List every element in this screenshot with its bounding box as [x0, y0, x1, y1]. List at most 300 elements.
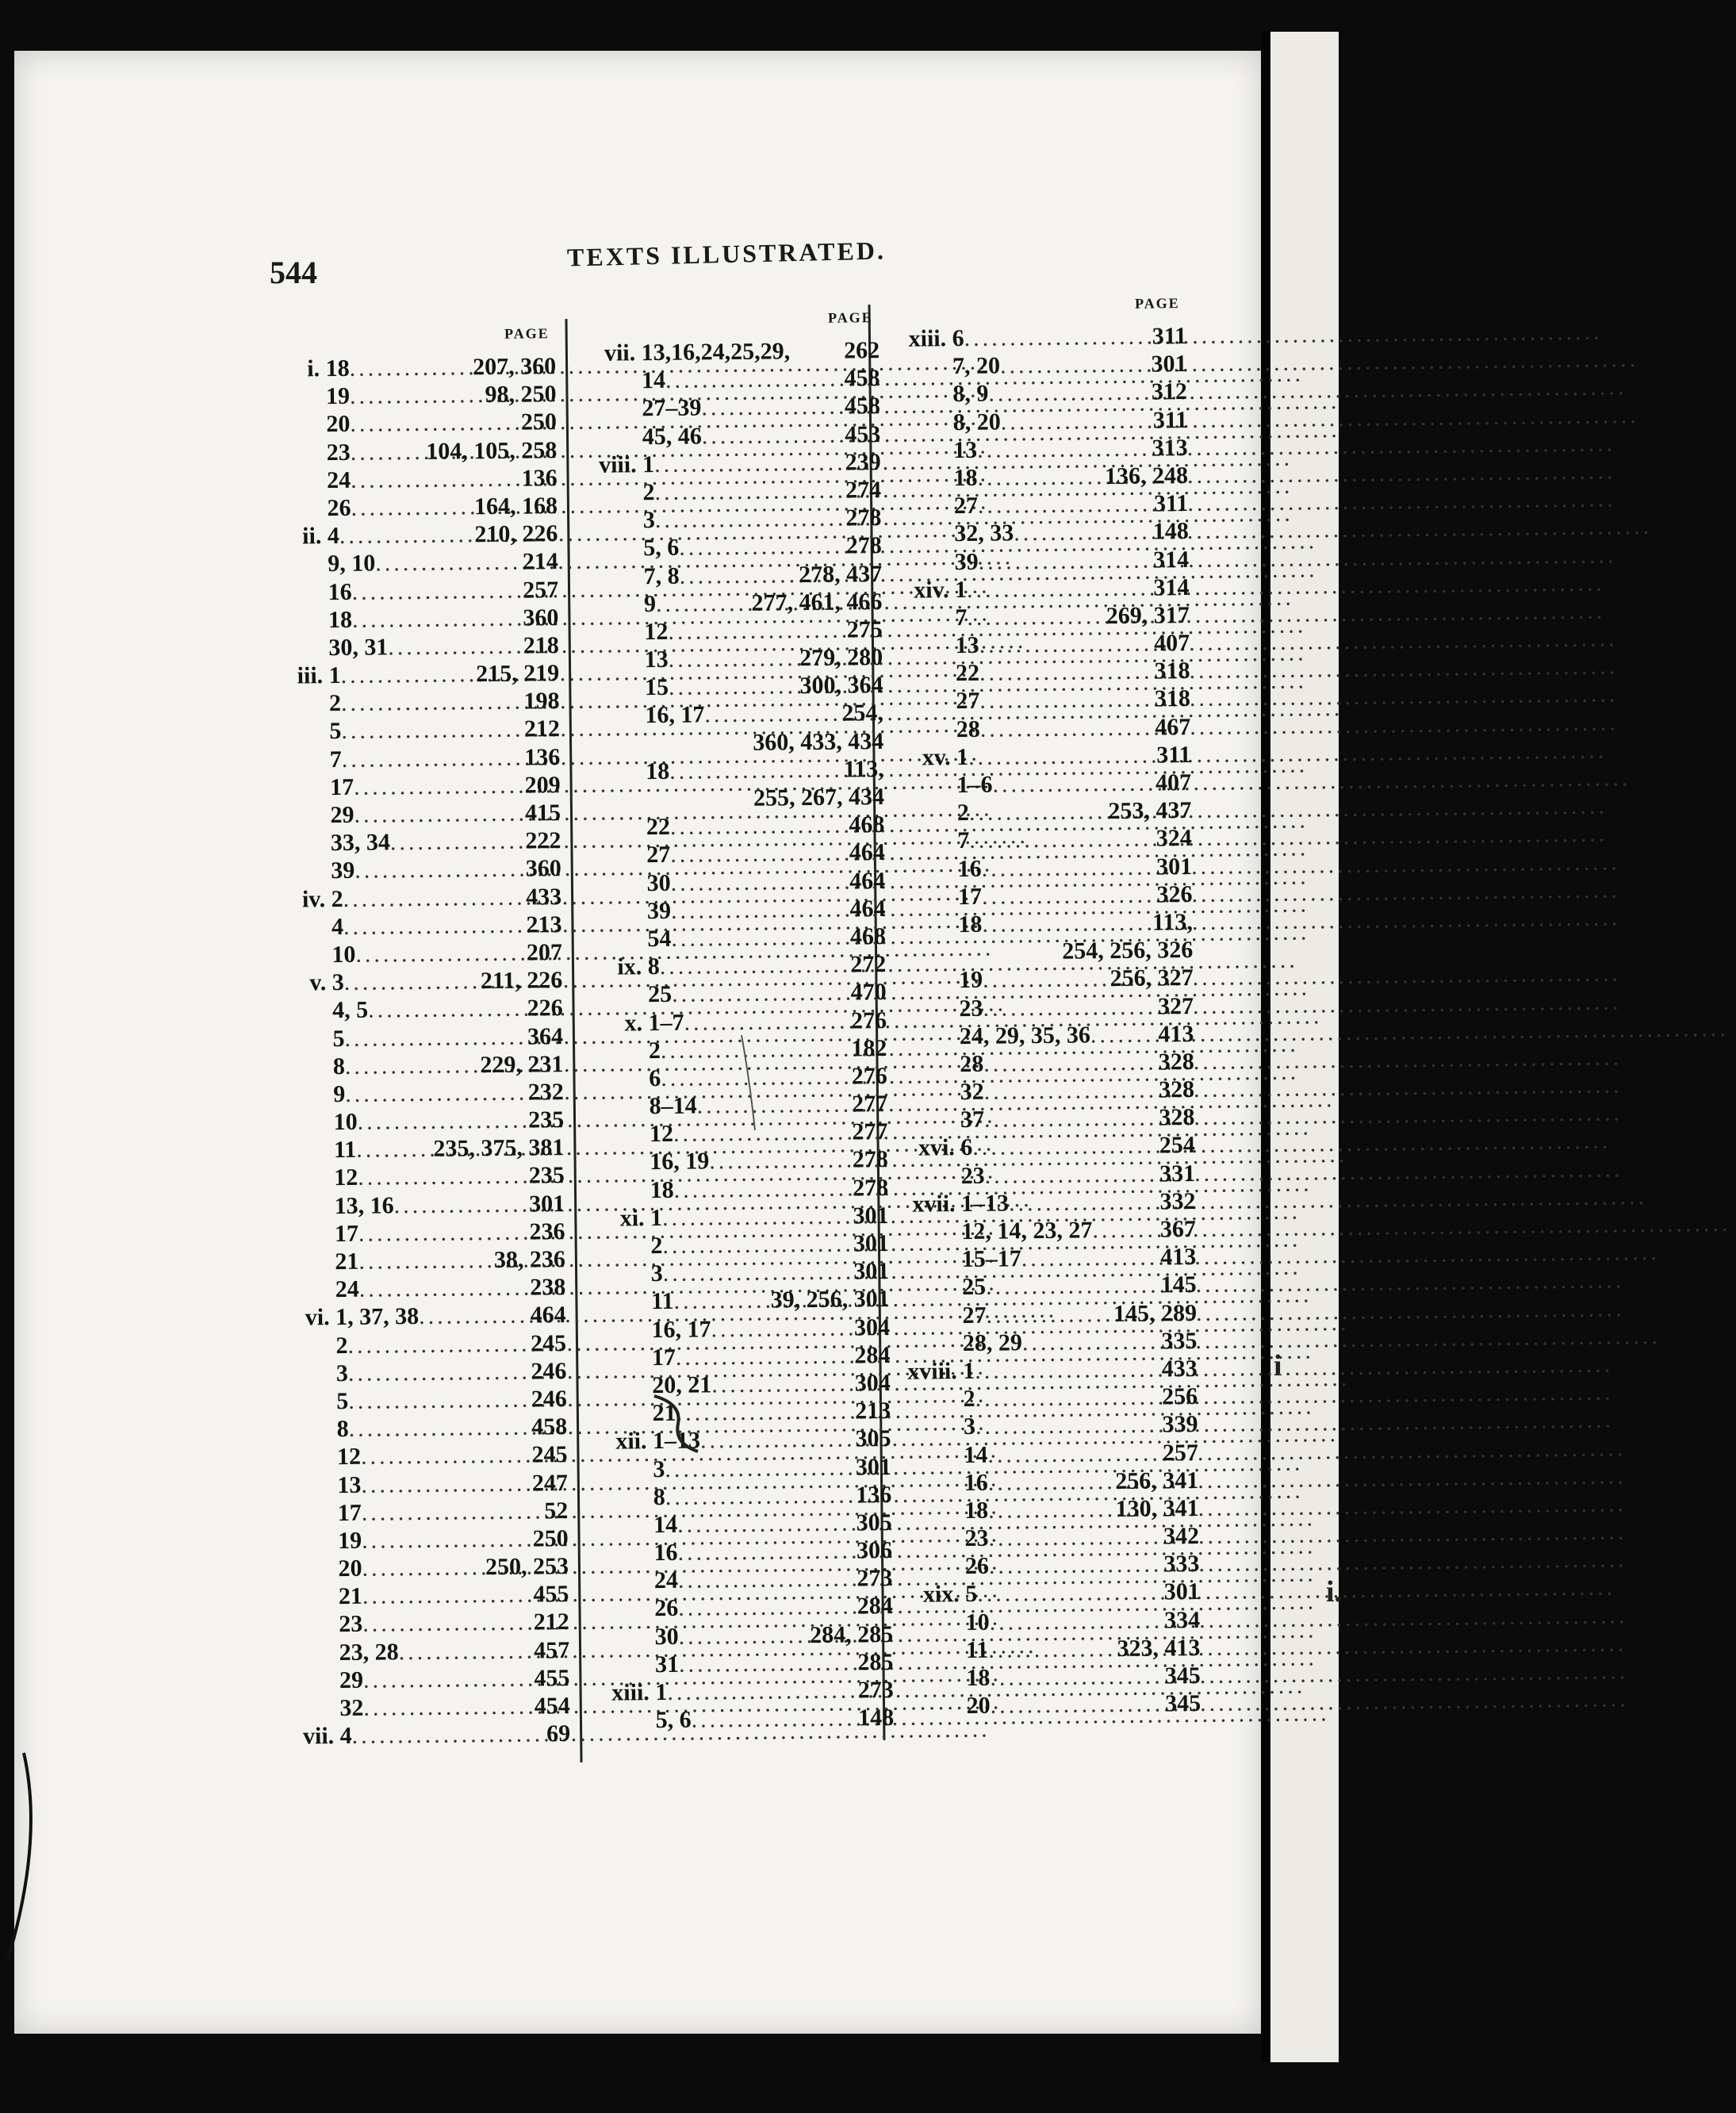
page-refs: 273: [857, 1676, 894, 1704]
page-refs: 301: [853, 1229, 890, 1257]
verse-ref: 16: [653, 1539, 678, 1567]
dot-leader: [701, 393, 845, 422]
dot-leader: [663, 1258, 854, 1288]
dot-leader: [344, 967, 481, 996]
page-refs: 458: [844, 393, 881, 420]
dot-leader: [975, 1355, 1162, 1385]
dot-leader: [700, 1425, 856, 1455]
index-entry: [263, 380, 556, 411]
chapter-label: [581, 556, 638, 557]
index-entry: [579, 420, 880, 451]
page-refs: 304: [854, 1369, 891, 1397]
verse-ref: 12: [336, 1444, 362, 1471]
dot-leader: [678, 1621, 810, 1651]
chapter-label: [882, 430, 947, 431]
verse-ref: 26: [654, 1595, 679, 1622]
index-entry: [893, 1467, 1198, 1498]
page-refs: 464: [530, 1302, 566, 1329]
chapter-label: [883, 542, 948, 543]
index-entry: [276, 1664, 569, 1695]
index-entry: [265, 576, 558, 607]
index-entry: [892, 1382, 1198, 1413]
index-entry: [274, 1469, 568, 1500]
page-number: 544: [270, 255, 317, 290]
chapter-label: [887, 876, 952, 877]
dot-leader: [662, 1229, 853, 1260]
verse-ref: 25: [962, 1274, 987, 1301]
index-entry: [888, 1020, 1194, 1051]
chapter-label: [891, 1323, 956, 1324]
page-refs: 276: [850, 1007, 887, 1033]
chapter-label: [584, 918, 642, 919]
verse-ref: 17: [957, 883, 983, 910]
page-refs: 305: [855, 1425, 891, 1452]
page-refs: 455: [534, 1664, 570, 1692]
chapter-label: [892, 1406, 957, 1407]
verse-ref: 2: [648, 1037, 661, 1064]
page-refs: 136, 248: [1104, 462, 1189, 490]
dot-leader: [351, 437, 427, 466]
verse-ref: 1–13: [960, 1190, 1010, 1217]
chapter-label: iv.: [301, 885, 326, 913]
index-entry: [884, 657, 1190, 688]
verse-ref: 16: [957, 855, 982, 882]
verse-ref: 1: [655, 1678, 668, 1706]
page-refs: 318: [1154, 685, 1191, 712]
index-entry: [276, 1608, 569, 1639]
chapter-label: [895, 1685, 960, 1686]
page-refs: 236: [529, 1218, 565, 1245]
index-entry: [273, 1301, 566, 1332]
chapter-label: [271, 1186, 328, 1187]
index-entry: [892, 1410, 1198, 1441]
page-refs: 304: [853, 1313, 891, 1341]
index-entry: [266, 743, 560, 774]
chapter-label: [884, 625, 949, 626]
chapter-label: [583, 779, 640, 780]
page-refs: 113,: [843, 755, 884, 783]
page-refs: 104, 105, 258: [426, 436, 558, 465]
chapter-label: xi.: [619, 1205, 645, 1232]
page-refs: 235, 375, 381: [433, 1134, 565, 1163]
verse-ref: 12: [334, 1164, 358, 1191]
page-refs: 367: [1159, 1215, 1197, 1243]
page-refs: 52: [544, 1497, 569, 1524]
dot-leader: [345, 1051, 481, 1080]
dot-leader: [668, 615, 847, 646]
verse-ref: 26: [327, 494, 351, 522]
page-refs: 246: [531, 1357, 567, 1385]
index-column-2: [578, 309, 895, 1735]
chapter-label: [274, 1381, 331, 1382]
dot-leader: [1021, 1244, 1161, 1273]
verse-ref: 16, 19: [650, 1148, 710, 1175]
dot-leader: [977, 434, 1152, 464]
page-refs: 148: [858, 1705, 895, 1731]
index-entry: [592, 1592, 893, 1623]
page-refs: 226: [527, 995, 563, 1022]
chapter-label: [894, 1546, 959, 1547]
verse-ref: 5, 6: [643, 535, 680, 562]
verse-ref: 15: [644, 674, 669, 701]
dot-leader: [388, 631, 523, 661]
dot-leader: [672, 979, 851, 1009]
chapter-label: [887, 904, 952, 905]
index-entry: [589, 1425, 891, 1455]
index-entry: [885, 685, 1190, 715]
facing-page-fragment: i.: [1326, 1575, 1343, 1609]
dot-leader: [679, 561, 799, 590]
page-refs: 272: [850, 951, 887, 978]
verse-ref: 2: [642, 478, 655, 506]
index-entry: [263, 436, 557, 467]
page-refs: 213: [526, 911, 562, 938]
chapter-label: xvii.: [912, 1190, 956, 1218]
index-entry: [890, 1131, 1195, 1162]
index-entry: [893, 1438, 1198, 1469]
index-entry: [273, 1329, 566, 1360]
index-entry: [265, 547, 558, 578]
verse-ref: 6: [952, 324, 964, 352]
index-entry: [887, 824, 1192, 855]
facing-page-fragment: i: [1274, 1349, 1282, 1382]
page-refs: 458: [531, 1413, 568, 1440]
verse-ref: 1: [963, 1357, 975, 1384]
page-refs: 277: [852, 1118, 888, 1145]
dot-leader: [341, 715, 524, 746]
verse-ref: 32, 33: [954, 520, 1014, 547]
chapter-label: [275, 1576, 332, 1577]
index-entry: [893, 1494, 1198, 1525]
page-refs: 277, 461, 466: [751, 588, 883, 616]
page-refs: 360: [525, 855, 561, 882]
page-refs: 360: [523, 604, 559, 631]
verse-ref: 30, 31: [328, 634, 389, 662]
page-refs: 113,: [1152, 908, 1194, 936]
chapter-label: [270, 1074, 327, 1075]
verse-ref: 32: [960, 1078, 984, 1106]
page-refs: 301: [1163, 1578, 1200, 1605]
chapter-label: [270, 1102, 328, 1103]
dot-leader: [1000, 351, 1152, 380]
index-entry: [586, 1062, 887, 1093]
index-entry: [592, 1704, 894, 1735]
dot-leader: [990, 1662, 1165, 1692]
dot-leader: [988, 378, 1152, 408]
index-entry: [266, 659, 559, 690]
verse-ref: 8: [332, 1053, 346, 1080]
index-entry: [889, 1076, 1194, 1106]
page-refs: 276: [851, 1062, 887, 1090]
chapter-label: [588, 1253, 645, 1254]
page-refs: 229, 231: [480, 1050, 564, 1078]
verse-ref: 27–39: [642, 394, 702, 422]
index-entry: [884, 629, 1190, 660]
page-refs: 311: [1156, 741, 1191, 769]
chapter-label: x.: [624, 1009, 643, 1036]
page-refs: 284: [857, 1593, 893, 1620]
page-refs-continued: 255, 267, 434: [753, 784, 885, 811]
index-entry: [583, 811, 884, 842]
dot-leader: [988, 1467, 1116, 1497]
index-entry: [270, 1106, 564, 1137]
verse-ref: 7, 20: [952, 352, 1001, 380]
index-entry: [270, 1078, 564, 1109]
page-refs: 470: [850, 979, 887, 1006]
page-refs: 323, 413: [1117, 1634, 1201, 1662]
dot-leader: [982, 908, 1152, 938]
verse-ref: 16: [328, 578, 352, 605]
page-refs: 415: [524, 800, 561, 826]
page-refs: 328: [1159, 1104, 1195, 1131]
chapter-label: [272, 1297, 329, 1298]
dot-leader: [704, 700, 841, 729]
index-entry: [584, 895, 885, 926]
verse-ref: 2: [650, 1232, 663, 1260]
verse-ref: 11: [333, 1137, 357, 1164]
chapter-label: [274, 1493, 331, 1494]
verse-ref: 19: [325, 383, 351, 410]
index-entry: [885, 713, 1190, 744]
verse-ref: 5: [329, 718, 342, 745]
dot-leader: [679, 1648, 858, 1678]
chapter-label: [274, 1464, 331, 1465]
verse-ref: 39: [646, 897, 672, 924]
index-entry: [269, 966, 562, 997]
verse-ref: 3: [650, 1260, 663, 1287]
index-entry: [892, 1355, 1198, 1386]
verse-ref: 3: [963, 1413, 976, 1440]
chapter-label: [892, 1351, 957, 1352]
verse-ref: 5, 6: [655, 1706, 692, 1734]
chapter-label: [580, 527, 637, 528]
dot-leader: [343, 883, 526, 913]
verse-ref: 17: [334, 1220, 359, 1247]
verse-ref: 1–6: [956, 771, 993, 799]
page-refs: 464: [849, 839, 885, 866]
index-entry: [886, 741, 1191, 772]
dot-leader: [988, 1495, 1116, 1524]
page-refs: 453: [845, 420, 881, 448]
index-entry: [588, 1257, 889, 1288]
page-refs: 211, 226: [480, 967, 563, 995]
dot-leader: [667, 1676, 858, 1706]
page-refs: 333: [1163, 1551, 1200, 1578]
page-refs: 301: [855, 1453, 892, 1480]
dot-leader: [354, 771, 525, 800]
index-entry: [274, 1385, 567, 1416]
chapter-label: [891, 1239, 956, 1240]
page-refs: 468: [849, 922, 887, 950]
chapter-label: [587, 1141, 644, 1142]
index-entry: [891, 1215, 1196, 1246]
index-entry: [887, 853, 1192, 884]
dot-leader: [678, 1565, 857, 1595]
page-refs: 278: [845, 504, 882, 531]
dot-leader: [655, 504, 846, 535]
page-refs: 324: [1155, 825, 1192, 852]
chapter-label: [885, 709, 950, 710]
chapter-label: [895, 1630, 960, 1631]
verse-ref: 3: [653, 1455, 665, 1482]
chapter-label: [581, 639, 638, 640]
chapter-label: [591, 1532, 648, 1533]
dot-leader: [344, 1022, 527, 1053]
chapter-label: [584, 946, 642, 947]
page-refs: 269, 317: [1106, 601, 1190, 629]
verse-ref: 8: [336, 1416, 349, 1443]
verse-ref: 23, 28: [339, 1638, 399, 1666]
dot-leader: [989, 1551, 1164, 1581]
page-refs-continued: 254, 256, 326: [1062, 937, 1194, 964]
dot-leader: [673, 1118, 853, 1149]
page-refs: 413: [1158, 1020, 1194, 1048]
dot-leader: [1090, 1020, 1159, 1049]
verse-ref: 2: [328, 690, 342, 717]
page-refs: 198: [523, 688, 560, 715]
verse-ref: 20: [338, 1555, 362, 1582]
index-entry: [266, 715, 560, 746]
verse-ref: 17: [330, 773, 354, 800]
page-refs: 327: [1157, 992, 1194, 1019]
index-entry: [268, 911, 561, 941]
dot-leader: [711, 1313, 854, 1343]
index-entry: [271, 1218, 565, 1248]
dot-leader: [985, 1160, 1160, 1190]
page-refs: 301: [853, 1258, 890, 1285]
page-refs: 245: [530, 1329, 567, 1357]
chapter-label: [590, 1477, 647, 1478]
index-entry: [591, 1564, 892, 1595]
dot-leader: [702, 420, 845, 450]
verse-ref: 7, 8: [643, 562, 680, 589]
index-entry: [592, 1676, 894, 1707]
page-refs: 301: [1151, 351, 1187, 378]
chapter-label: [274, 1436, 331, 1437]
chapter-label: [588, 1337, 646, 1338]
index-entry: [277, 1692, 570, 1723]
chapter-label: [883, 513, 948, 514]
chapter-label: [263, 432, 320, 433]
verse-ref: 27: [956, 688, 980, 715]
ink-mark: [650, 1388, 706, 1459]
chapter-label: [890, 1183, 955, 1184]
page-refs: 458: [844, 365, 880, 392]
page-refs: 433: [525, 883, 562, 911]
index-entry: [890, 1187, 1195, 1218]
verse-ref: 31: [654, 1651, 680, 1678]
dot-leader: [362, 1581, 534, 1610]
dot-leader: [981, 853, 1156, 883]
index-entry: [590, 1452, 891, 1483]
page-refs: 278: [853, 1174, 889, 1202]
chapter-label: [270, 1046, 327, 1047]
verse-ref: 20: [966, 1692, 991, 1720]
page-refs: 210, 226: [474, 520, 558, 548]
page-refs: 209: [524, 771, 561, 799]
chapter-label: [885, 737, 950, 738]
dot-leader: [349, 353, 473, 382]
verse-ref: 18: [328, 606, 353, 633]
page-refs: 69: [546, 1720, 571, 1747]
dot-leader: [709, 1146, 853, 1175]
verse-ref: 29: [339, 1666, 364, 1693]
chapter-label: [264, 488, 321, 489]
dot-leader: [341, 660, 477, 689]
dot-leader: [355, 938, 527, 968]
dot-leader: [978, 546, 1153, 576]
index-entry: [270, 1050, 563, 1081]
dot-leader: [390, 827, 526, 857]
verse-ref: 18: [646, 757, 670, 784]
dot-leader: [362, 1553, 485, 1582]
verse-ref: 5: [965, 1581, 978, 1608]
dot-leader: [341, 688, 524, 718]
verse-ref: 20: [326, 411, 351, 438]
verse-ref: 19: [337, 1527, 362, 1554]
verse-ref: 21: [338, 1583, 363, 1610]
verse-ref: 39: [954, 548, 979, 575]
chapter-label: [895, 1713, 960, 1714]
page-refs: 254,: [841, 700, 884, 727]
page-refs: 314: [1153, 573, 1190, 601]
verse-ref: 28: [956, 715, 980, 742]
dot-leader: [357, 1106, 528, 1136]
verse-ref: 37: [960, 1106, 985, 1133]
dot-leader: [342, 743, 525, 773]
dot-leader: [660, 951, 851, 981]
page-refs: 342: [1163, 1523, 1200, 1550]
verse-ref: 24: [335, 1275, 359, 1303]
verse-ref: 11: [651, 1288, 674, 1315]
index-entry: [274, 1524, 568, 1555]
dot-leader: [983, 1048, 1159, 1078]
chapter-label: [275, 1604, 332, 1605]
dot-leader: [339, 520, 475, 550]
page-refs: 256, 327: [1109, 964, 1194, 992]
dot-leader: [1092, 1215, 1160, 1244]
page-refs: 235: [527, 1106, 565, 1133]
verse-ref: 8–14: [649, 1092, 697, 1120]
verse-ref: 13,16,24,25,29,: [641, 338, 791, 366]
dot-leader: [670, 811, 849, 842]
page-header: [270, 236, 1190, 290]
dot-leader: [347, 1329, 531, 1359]
verse-ref: 1: [650, 1204, 663, 1231]
index-entry: [889, 1048, 1194, 1079]
verse-ref: 8: [653, 1483, 665, 1510]
running-title: TEXTS ILLUSTRATED.: [566, 236, 887, 272]
page-refs-continued: 360, 433, 434: [753, 727, 884, 756]
dot-leader: [368, 995, 527, 1024]
chapter-label: [263, 404, 320, 405]
dot-leader: [348, 1413, 531, 1444]
chapter-label: xix.: [922, 1581, 960, 1609]
index-entry: [882, 406, 1187, 437]
chapter-label: [887, 820, 952, 821]
index-entry: [267, 799, 561, 830]
verse-ref: 11: [965, 1636, 989, 1663]
verse-ref: 21: [652, 1399, 676, 1427]
dot-leader: [692, 1705, 859, 1734]
index-entry: [587, 1145, 888, 1176]
page-refs: 212: [523, 715, 561, 742]
chapter-label: [275, 1548, 332, 1549]
page-refs: 273: [857, 1565, 893, 1592]
verse-ref: 22: [955, 660, 980, 687]
index-entry: [585, 1034, 887, 1065]
dot-leader: [359, 1274, 531, 1303]
